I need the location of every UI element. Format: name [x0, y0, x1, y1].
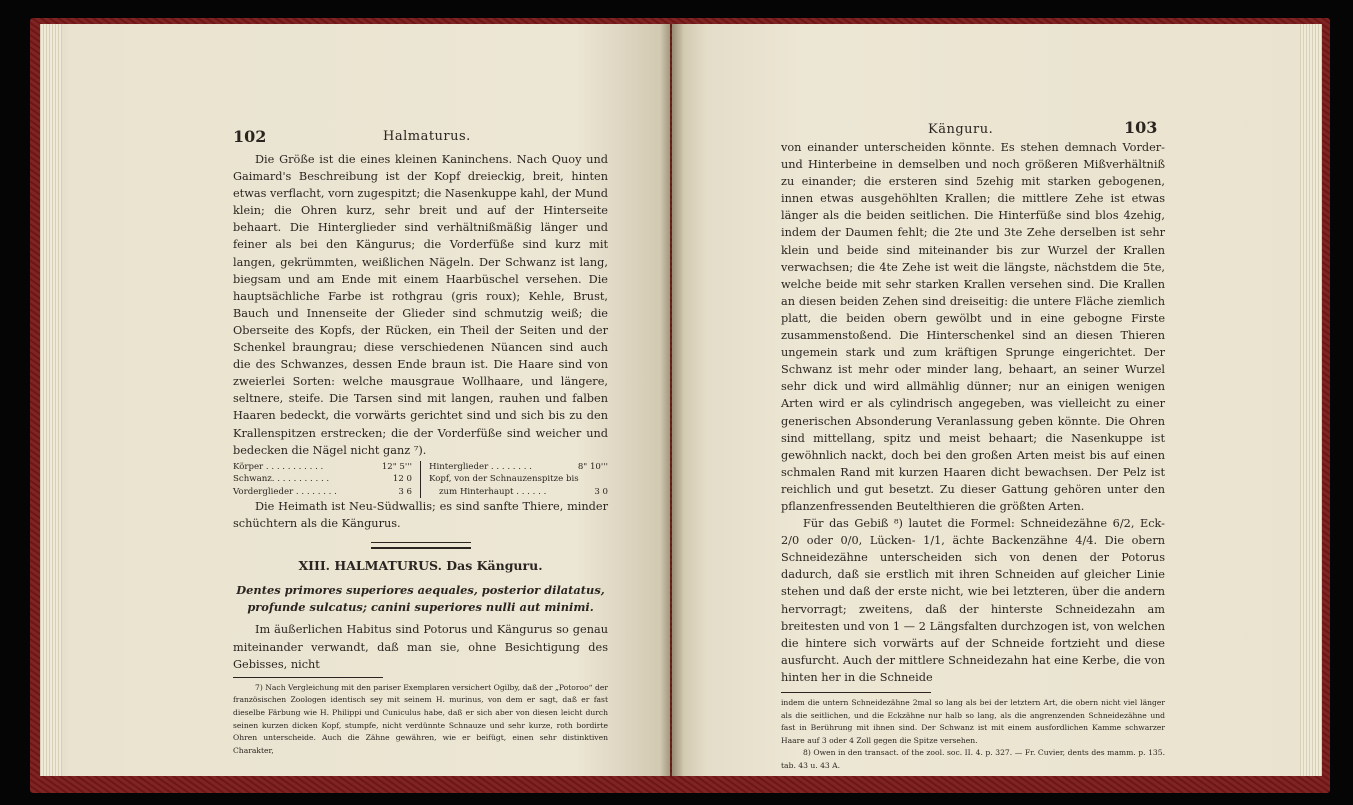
footnote-7: 7) Nach Vergleichung mit den pariser Exemplaren versichert Ogilby, daß der „Potoroo“ der französischen Zoologen identisch sey mit seinem H. murinus, von dem er sagt, daß er fast dieselbe Färbung wie H. Philippi und Cuniculus habe, daß er sich aber von diesen leicht durch seinen kurzen dicken Kopf, stumpfe, nicht verdünnte Schnauze und sehr kurze, roth bordirte Ohren unterscheide. Auch die Zähne gewähren, wie er beifügt, einen sehr distinktiven Charakter, — [233, 682, 608, 755]
measurement-row: Schwanz. . . . . . . . . . . 12 0 — [233, 474, 412, 485]
left-paragraph-2: Die Heimath ist Neu-Südwallis; es sind sanfte Thiere, minder schüchtern als die Kängurus. — [233, 500, 608, 531]
measurement-row: Kopf, von der Schnauzenspitze bis — [429, 474, 579, 485]
footnote-8: 8) Owen in den transact. of the zool. soc. II. 4. p. 327. — Fr. Cuvier, dents des mamm. p. 135. tab. 43 u. 43 A. — [781, 748, 1165, 770]
measurement-row: Vorderglieder . . . . . . . . 3 6 — [233, 486, 412, 497]
measurement-row: zum Hinterhaupt . . . . . . 3 0 — [439, 486, 608, 497]
footnote-rule — [233, 677, 383, 678]
left-page-number: 102 — [233, 127, 267, 146]
measurements-col-right — [429, 461, 608, 499]
left-paragraph-1: Die Größe ist die eines kleinen Kaninchens. Nach Quoy und Gaimard's Beschreibung ist der Kopf dreieckig, breit, hinten etwas verflacht, vorn zugespitzt; die Nasenkuppe kahl, der Mund klein; die Ohren kurz, sehr breit und auf der Hinterseite behaart. Die Hinterglieder sind verhältnißmäßig länger und feiner als bei den Kängurus; die Vorderfüße sind kurz mit langen, gekrümmten, weißlichen Nägeln. Der Schwanz ist lang, biegsam und am Ende mit einem Haarbüschel versehen. Die hauptsächliche Farbe ist rothgrau (gris roux); Kehle, Brust, Bauch und Innenseite der Glieder sind schmutzig weiß; die Oberseite des Kopfs, der Rücken, ein Theil der Seiten und der Schenkel braungrau; diese verschiedenen Nüancen sind auch die des Schwanzes, dessen Ende braun ist. Die Haare sind von zweierlei Sorten: welche mausgraue Wollhaare, und längere, seltnere, steife. Die Tarsen sind mit langen, rauhen und falben Haaren bedeckt, die vorwärts gerichtet sind und sich bis zu den Krallenspitzen erstrecken; die der Vorderfüße sind weicher und bedecken die Nägel nicht ganz ⁷). — [233, 153, 609, 457]
footnote-7-continued: indem die untern Schneidezähne 2mal so lang als bei der letztern Art, die obern nicht viel länger als die seitlichen, und die Eckzähne nur halb so lang, als die angrenzenden Schneidezähne und fast in Berührung mit ihnen sind. Der Schwanz ist mit einem ausfordlichen Kamme schwarzer Haare auf 3 oder 4 Zoll gegen die Spitze versehen. — [781, 698, 1165, 745]
book-gutter — [660, 24, 684, 776]
measurement-row: Körper . . . . . . . . . . . 12" 5''' — [233, 461, 412, 472]
latin-diagnosis: Dentes primores superiores aequales, posterior dilatatus, profunde sulcatus; canini superiores nulli aut minimi. — [236, 583, 605, 614]
left-page-edges — [40, 24, 62, 776]
right-running-head: Känguru. — [928, 122, 994, 137]
section-divider — [371, 542, 471, 549]
section-title: XIII. HALMATURUS. Das Känguru. — [298, 558, 543, 574]
right-text-column — [781, 139, 1165, 773]
left-text-column — [233, 151, 608, 757]
measurements-table — [233, 461, 608, 499]
right-paragraph-2: Für das Gebiß ⁸) lautet die Formel: Schneidezähne 6/2, Eck- 2/0 oder 0/0, Lücken- 1/1, ächte Backenzähne 4/4. Die obern Schneidezähne unterscheiden sich von denen der Potorus dadurch, daß sie erstlich mit ihren Schneiden auf gleicher Linie stehen und daß der erste nicht, wie bei letzteren, über die andern hervorragt; zweitens, daß der hinterste Schneidezahn am breitesten und von 1 — 2 Längsfalten durchzogen ist, von welchen die hintere sich vorwärts auf der Schneide fortzieht und diese ausfurcht. Auch der mittlere Schneidezahn hat eine Kerbe, die von hinten her in die Schneide — [781, 517, 1165, 684]
right-paragraph-1: von einander unterscheiden könnte. Es stehen demnach Vorder- und Hinterbeine in demselben und noch größeren Mißverhältniß zu einander; die ersteren sind 5zehig mit starken gebogenen, innen etwas ausgehöhlten Krallen; die mittlere Zehe ist etwas länger als die beiden seitlichen. Die Hinterfüße sind blos 4zehig, indem der Daumen fehlt; die 2te und 3te Zehe derselben ist sehr klein und beide sind miteinander bis zur Wurzel der Krallen verwachsen; die 4te Zehe ist weit die längste, nächstdem die 5te, welche beide mit sehr starken Krallen versehen sind. Die Krallen an diesen beiden Zehen sind dreiseitig: die untere Fläche ziemlich platt, die beiden obern gewölbt und in eine gebogne Firste zusammenstoßend. Die Hinterschenkel sind an diesen Thieren ungemein stark und zum kräftigen Sprunge eingerichtet. Der Schwanz ist mehr oder minder lang, behaart, an seiner Wurzel sehr dick und wird allmählig dünner; nur an einigen wenigen Arten wird er als cylindrisch angegeben, was vielleicht zu einer generischen Absonderung Veranlassung geben könnte. Die Ohren sind mittellang, spitz und meist behaart; die Nasenkuppe ist gewöhnlich nackt, doch bei den großen Arten meist bis auf einen schmalen Rand mit kurzen Haaren dicht bewachsen. Der Pelz ist reichlich und gut besetzt. Zu dieser Gattung gehören unter den pflanzenfressenden Beutelthieren die größten Arten. — [781, 141, 1165, 513]
measurement-row: Hinterglieder . . . . . . . . 8" 10''' — [429, 461, 608, 472]
left-running-head: Halmaturus. — [383, 129, 471, 144]
measurements-divider — [420, 461, 421, 499]
measurements-col-left — [233, 461, 412, 499]
right-page-edges — [1300, 24, 1322, 776]
footnote-rule — [781, 692, 931, 693]
left-paragraph-3: Im äußerlichen Habitus sind Potorus und Kängurus so genau miteinander verwandt, daß man sie, ohne Besichtigung des Gebisses, nicht — [233, 623, 608, 671]
right-page-number: 103 — [1124, 118, 1158, 137]
